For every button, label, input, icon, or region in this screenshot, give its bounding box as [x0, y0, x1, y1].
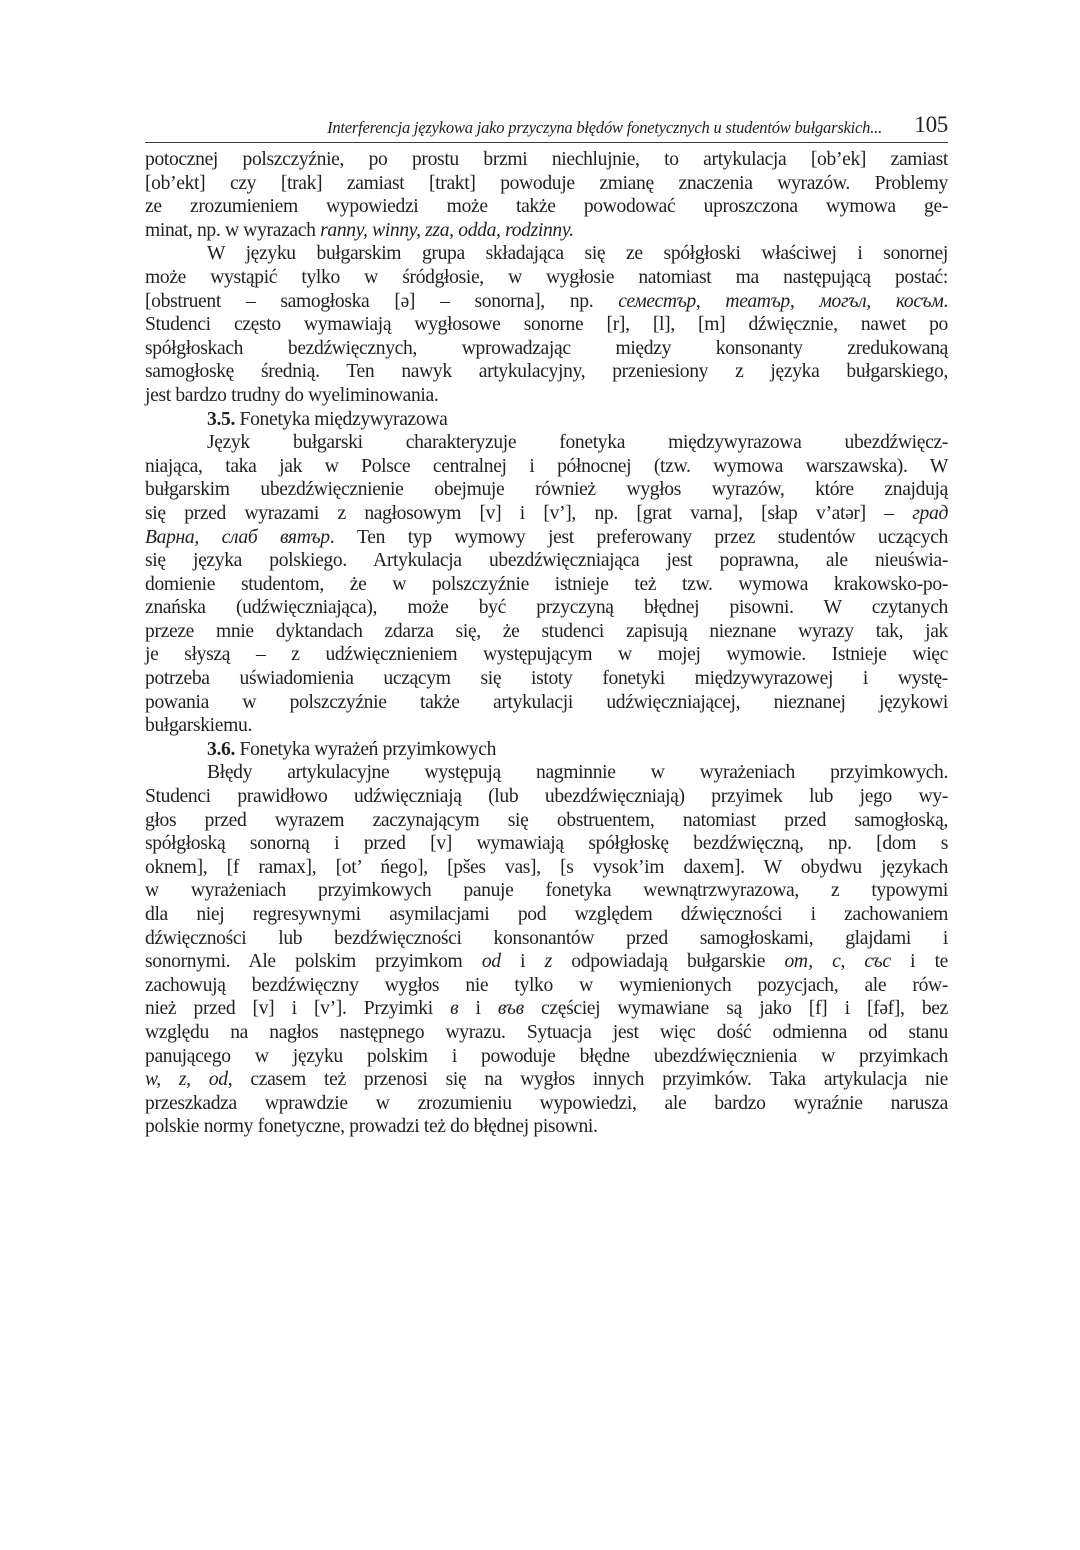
- text-line-content: [145, 549, 948, 573]
- text-line-content: [145, 290, 948, 314]
- text-segment: samogłoskę średnią. Ten nawyk artykulacyjny, przeniesiony z języka bułgarskiego,: [145, 361, 948, 383]
- text-line: [145, 360, 948, 384]
- text-segment: Język bułgarski charakteryzuje fonetyka międzywyrazowa ubezdźwięcz-: [207, 432, 948, 454]
- text-line: [145, 950, 948, 974]
- text-line-content: [145, 1068, 948, 1092]
- text-line: [145, 997, 948, 1021]
- text-line: [145, 667, 948, 691]
- text-line: [145, 927, 948, 951]
- text-segment: niająca, taka jak w Polsce centralnej i północnej (tzw. wymowa warszawska). W: [145, 455, 948, 477]
- running-title: Interferencja językowa jako przyczyna błędów fonetycznych u studentów bułgarskich...: [327, 118, 882, 137]
- text-segment: Fonetyka wyrażeń przyimkowych: [235, 738, 497, 760]
- italic-text: w, z, od: [145, 1069, 228, 1091]
- text-line: [145, 242, 948, 266]
- text-line-content: [145, 360, 948, 384]
- text-line: [145, 1021, 948, 1045]
- text-line-content: [145, 832, 948, 856]
- text-line-content: [145, 384, 948, 408]
- text-segment: Studenci prawidłowo udźwięczniają (lub ubezdźwięczniają) przyimek lub jego wy-: [145, 786, 948, 808]
- italic-text: Варна, слаб вятър: [145, 526, 330, 548]
- text-segment: nież przed [v] i [v’]. Przyimki: [145, 998, 451, 1020]
- text-segment: dla niej regresywnymi asymilacjami pod względem dźwięczności i zachowaniem: [145, 904, 948, 925]
- text-line-content: [145, 1115, 948, 1139]
- text-line: [145, 809, 948, 833]
- text-segment: i te: [890, 951, 949, 973]
- text-line: [145, 691, 948, 715]
- text-segment: i: [458, 998, 498, 1020]
- text-line-content: [207, 738, 948, 762]
- text-segment: potrzeba uświadomienia uczącym się istoty fonetyki międzywyrazowej i wystę-: [145, 668, 948, 690]
- text-segment: Studenci często wymawiają wygłosowe sonorne [r], [l], [m] dźwięcznie, nawet po: [145, 314, 948, 336]
- text-line-content: [145, 997, 948, 1021]
- text-segment: względu na nagłos następnego wyrazu. Sytuacja jest więc dość odmienna od stanu: [145, 1021, 948, 1043]
- text-segment: [ob’ekt] czy [trak] zamiast [trakt] powoduje zmianę znaczenia wyrazów. Problemy: [145, 172, 948, 194]
- text-line: [145, 431, 948, 455]
- text-line: [145, 384, 948, 408]
- page-number: 105: [914, 112, 948, 137]
- text-line: [145, 195, 948, 219]
- text-segment: Fonetyka międzywyrazowa: [235, 408, 448, 430]
- text-line: [145, 219, 948, 243]
- text-line: [145, 785, 948, 809]
- text-segment: w wyrażeniach przyimkowych panuje fonetyka wewnątrzwyrazowa, z typowymi: [145, 880, 948, 902]
- text-line: [145, 313, 948, 337]
- text-line-content: [207, 242, 948, 266]
- text-segment: ze zrozumieniem wypowiedzi może także powodować uproszczona wymowa ge-: [145, 196, 948, 218]
- text-line: [145, 526, 948, 550]
- text-segment: może wystąpić tylko w śródgłosie, w wygłosie natomiast ma następującą postać:: [145, 266, 948, 288]
- running-header: [145, 112, 948, 143]
- text-segment: , czasem też przenosi się na wygłos innych przyimków. Taka artykulacja nie: [227, 1069, 948, 1091]
- text-line: [145, 478, 948, 502]
- text-segment: panującego w języku polskim i powoduje błędne ubezdźwięcznienia w przyimkach: [145, 1045, 948, 1067]
- text-line-content: [145, 974, 948, 998]
- text-segment: bułgarskiemu.: [145, 715, 253, 737]
- text-segment: zachowują bezdźwięczny wygłos nie tylko w wymienionych pozycjach, ale rów-: [145, 974, 948, 996]
- text-segment: je słyszą – z udźwięcznieniem występującym w mojej wymowie. Istnieje więc: [145, 644, 948, 666]
- text-segment: się przed wyrazami z nagłosowym [v] i [v’], np. [grat varna], [słap v’atər] –: [145, 502, 913, 524]
- text-line: [145, 903, 948, 927]
- text-line: [145, 1068, 948, 1092]
- text-line-content: [145, 148, 948, 172]
- text-line-content: [145, 643, 948, 667]
- text-line: [145, 856, 948, 880]
- text-line: [145, 502, 948, 526]
- text-line-content: [145, 596, 948, 620]
- text-line-content: [145, 455, 948, 479]
- italic-text: z: [544, 951, 552, 973]
- text-line: [145, 643, 948, 667]
- text-line-content: [207, 761, 948, 785]
- text-segment: przeszkadza wprawdzie w zrozumieniu wypowiedzi, ale bardzo wyraźnie narusza: [145, 1092, 948, 1114]
- text-line-content: [207, 408, 948, 432]
- text-line-content: [145, 502, 948, 526]
- text-line-content: [145, 809, 948, 833]
- text-segment: oknem], [f ramax], [ot’ ńego], [pšes vas], [s vysok’im daxem]. W obydwu językach: [145, 856, 948, 878]
- text-line-content: [145, 195, 948, 219]
- text-segment: sonornymi. Ale polskim przyimkom: [145, 951, 482, 973]
- italic-text: в: [450, 998, 459, 1020]
- text-line-content: [145, 1045, 948, 1069]
- text-line-content: [145, 856, 948, 880]
- text-segment: odpowiadają bułgarskie: [551, 951, 785, 973]
- italic-text: във: [497, 998, 524, 1020]
- text-segment: częściej wymawiane są jako [f] i [fəf], bez: [523, 998, 948, 1020]
- text-line: [145, 573, 948, 597]
- text-line-content: [145, 879, 948, 903]
- text-line: [145, 974, 948, 998]
- text-line: [145, 596, 948, 620]
- text-segment: W języku bułgarskim grupa składająca się ze spółgłoski właściwej i sonornej: [207, 243, 948, 265]
- text-line-content: [145, 903, 948, 927]
- text-line-content: [145, 950, 948, 974]
- italic-text: град: [912, 502, 948, 524]
- text-line: [145, 1092, 948, 1116]
- text-segment: bułgarskim ubezdźwięcznienie obejmuje również wygłos wyrazów, które znajdują: [145, 479, 948, 501]
- text-line-content: [145, 266, 948, 290]
- text-line-content: [145, 620, 948, 644]
- text-line: [145, 879, 948, 903]
- text-line-content: [145, 478, 948, 502]
- text-segment: się języka polskiego. Artykulacja ubezdźwięczniająca jest poprawna, ale nieuświa-: [145, 550, 948, 572]
- body-text: [145, 148, 948, 1139]
- text-line: [145, 832, 948, 856]
- text-line-content: [207, 431, 948, 455]
- text-line: [145, 455, 948, 479]
- text-segment: znańska (udźwięczniająca), może być przyczyną błędnej pisowni. W czytanych: [145, 597, 948, 619]
- text-segment: spółgłoską sonorną i przed [v] wymawiają spółgłoskę bezdźwięczną, np. [dom s: [145, 833, 948, 855]
- text-line-content: [145, 1021, 948, 1045]
- italic-text: от, с, със: [784, 951, 891, 973]
- text-line-content: [145, 313, 948, 337]
- text-segment: .: [943, 290, 948, 312]
- italic-text: семестър, театър, могъл, косъм: [618, 290, 944, 312]
- text-segment: domienie studentom, że w polszczyźnie istnieje też tzw. wymowa krakowsko-po-: [145, 573, 948, 595]
- document-page: [145, 112, 948, 1139]
- text-line-content: [145, 1092, 948, 1116]
- text-segment: polskie normy fonetyczne, prowadzi też do błędnej pisowni.: [145, 1116, 598, 1138]
- text-line: [145, 1115, 948, 1139]
- text-line: [145, 1045, 948, 1069]
- text-line: [145, 148, 948, 172]
- text-line-content: [145, 714, 948, 738]
- text-line: [145, 738, 948, 762]
- text-segment: . Ten typ wymowy jest preferowany przez studentów uczących: [329, 526, 948, 548]
- text-segment: powania w polszczyźnie także artykulacji udźwięczniającej, nieznanej językowi: [145, 691, 948, 713]
- italic-text: od: [481, 951, 501, 973]
- text-line: [145, 172, 948, 196]
- text-line: [145, 337, 948, 361]
- text-line-content: [145, 219, 948, 243]
- text-segment: przeze mnie dyktandach zdarza się, że studenci zapisują nieznane wyrazy tak, jak: [145, 620, 948, 642]
- text-line-content: [145, 785, 948, 809]
- text-line: [145, 549, 948, 573]
- text-line-content: [145, 172, 948, 196]
- text-segment: spółgłoskach bezdźwięcznych, wprowadzając między konsonanty zredukowaną: [145, 337, 948, 359]
- text-segment: Błędy artykulacyjne występują nagminnie w wyrażeniach przyimkowych.: [207, 762, 948, 784]
- section-number: 3.6.: [207, 738, 235, 760]
- text-line-content: [145, 927, 948, 951]
- text-segment: minat, np. w wyrazach: [145, 219, 321, 241]
- text-segment: i: [500, 951, 545, 973]
- italic-text: ranny, winny, zza, odda, rodzinny.: [320, 219, 574, 241]
- text-segment: potocznej polszczyźnie, po prostu brzmi niechlujnie, to artykulacja [ob’ek] zamiast: [145, 149, 948, 170]
- text-segment: głos przed wyrazem zaczynającym się obstruentem, natomiast przed samogłoską,: [145, 809, 948, 831]
- text-line-content: [145, 573, 948, 597]
- section-number: 3.5.: [207, 408, 235, 430]
- text-line-content: [145, 526, 948, 550]
- text-line-content: [145, 691, 948, 715]
- text-segment: jest bardzo trudny do wyeliminowania.: [145, 384, 439, 406]
- text-line: [145, 408, 948, 432]
- text-line: [145, 761, 948, 785]
- text-segment: [obstruent – samogłoska [ə] – sonorna], np.: [145, 290, 619, 312]
- text-line: [145, 266, 948, 290]
- text-line: [145, 714, 948, 738]
- text-segment: dźwięczności lub bezdźwięczności konsonantów przed samogłoskami, glajdami i: [145, 927, 948, 949]
- text-line-content: [145, 667, 948, 691]
- text-line: [145, 290, 948, 314]
- text-line: [145, 620, 948, 644]
- text-line-content: [145, 337, 948, 361]
